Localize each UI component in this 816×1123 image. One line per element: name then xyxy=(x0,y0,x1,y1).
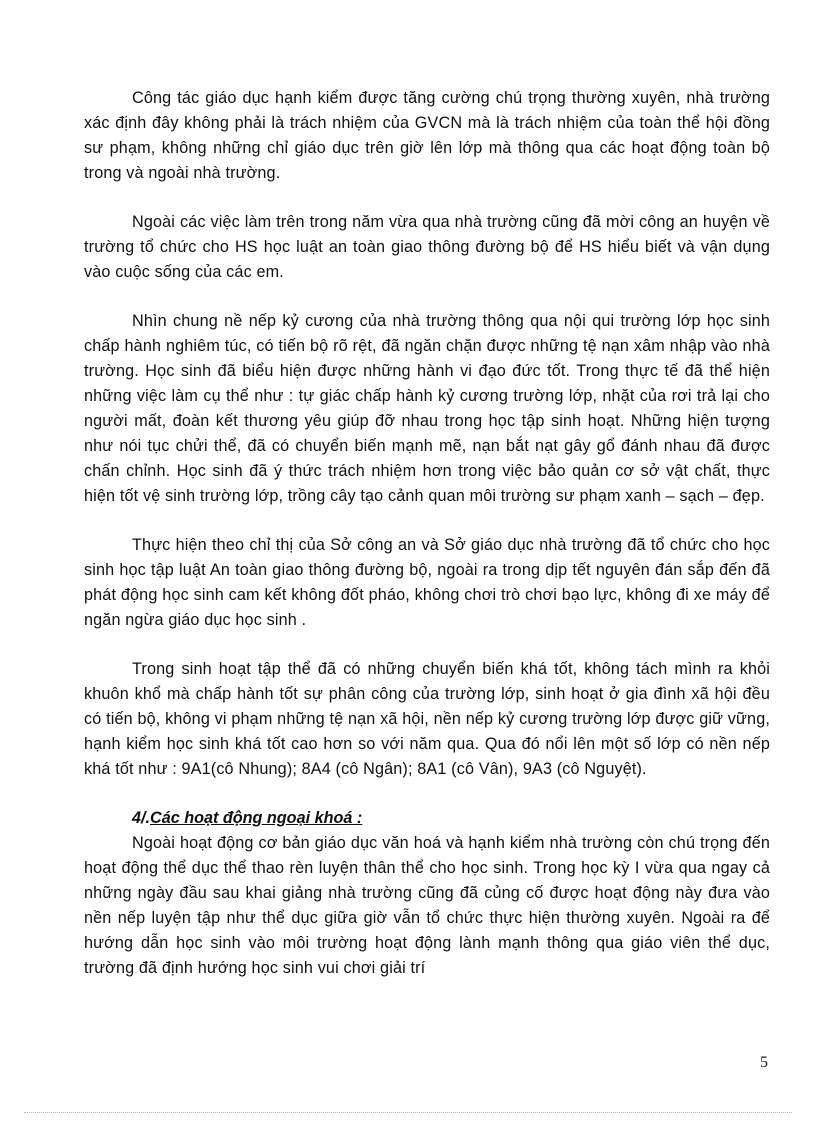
section-heading xyxy=(132,806,770,831)
paragraph-collective-activities: Trong sinh hoạt tập thể đã có những chuyển biến khá tốt, không tách mình ra khỏi khuôn khổ mà chấp hành tốt sự phân công của trường lớp, sinh hoạt ở gia đình xã hội đều có tiến bộ, không vi phạm những tệ nạn xã hội, nền nếp kỷ cương trường lớp được giữ vững, hạnh kiểm học sinh khá tốt cao hơn so với năm qua. Qua đó nổi lên một số lớp có nền nếp khá tốt như : 9A1(cô Nhung); 8A4 (cô Ngân); 8A1 (cô Vân), 9A3 (cô Nguyệt). xyxy=(84,660,770,778)
footer-divider xyxy=(24,1112,792,1113)
section-extracurricular xyxy=(84,806,770,981)
section-title: Các hoạt động ngoại khoá : xyxy=(150,809,363,827)
section-body: Ngoài hoạt động cơ bản giáo dục văn hoá và hạnh kiểm nhà trường còn chú trọng đến hoạt động thể dục thể thao rèn luyện thân thể cho học sinh. Trong học kỳ I vừa qua ngay cả những ngày đầu sau khai giảng nhà trường cũng đã củng cố được hoạt động này đưa vào nền nếp luyện tập như thể dục giữa giờ vẫn tổ chức thực hiện thường xuyên. Ngoài ra để hướng dẫn học sinh vào môi trường hoạt động lành mạnh thông qua giáo viên thể dục, trường đã định hướng học sinh vui chơi giải trí xyxy=(84,834,770,977)
paragraph-traffic-law: Ngoài các việc làm trên trong năm vừa qua nhà trường cũng đã mời công an huyện về trường tổ chức cho HS học luật an toàn giao thông đường bộ để HS hiểu biết và vận dụng vào cuộc sống của các em. xyxy=(84,213,770,281)
paragraph-conduct-education: Công tác giáo dục hạnh kiểm được tăng cường chú trọng thường xuyên, nhà trường xác định đây không phải là trách nhiệm của GVCN mà là trách nhiệm của toàn thể hội đồng sư phạm, không những chỉ giáo dục trên giờ lên lớp mà thông qua các hoạt động toàn bộ trong và ngoài nhà trường. xyxy=(84,89,770,182)
section-number: 4/. xyxy=(132,809,150,827)
page-number: 5 xyxy=(760,1054,768,1071)
paragraph-directive: Thực hiện theo chỉ thị của Sở công an và Sở giáo dục nhà trường đã tổ chức cho học sinh học tập luật An toàn giao thông đường bộ, ngoài ra trong dịp tết nguyên đán sắp đến đã phát động học sinh cam kết không đốt pháo, không chơi trò chơi bạo lực, không đi xe máy để ngăn ngừa giáo dục học sinh . xyxy=(84,536,770,629)
document-page xyxy=(84,86,770,981)
paragraph-discipline: Nhìn chung nề nếp kỷ cương của nhà trường thông qua nội qui trường lớp học sinh chấp hành nghiêm túc, có tiến bộ rõ rệt, đã ngăn chặn được những tệ nạn xâm nhập vào nhà trường. Học sinh đã biểu hiện được những hành vi đạo đức tốt. Trong thực tế đã thể hiện những việc làm cụ thể như : tự giác chấp hành kỷ cương trường lớp, nhặt của rơi trả lại cho người mất, đoàn kết thương yêu giúp đỡ nhau trong học tập sinh hoạt. Những hiện tượng như nói tục chửi thể, đã có chuyển biến mạnh mẽ, nạn bắt nạt gây gổ đánh nhau đã được chấn chỉnh. Học sinh đã ý thức trách nhiệm hơn trong việc bảo quản cơ sở vật chất, thực hiện tốt vệ sinh trường lớp, trồng cây tạo cảnh quan môi trường sư phạm xanh – sạch – đẹp. xyxy=(84,312,770,505)
